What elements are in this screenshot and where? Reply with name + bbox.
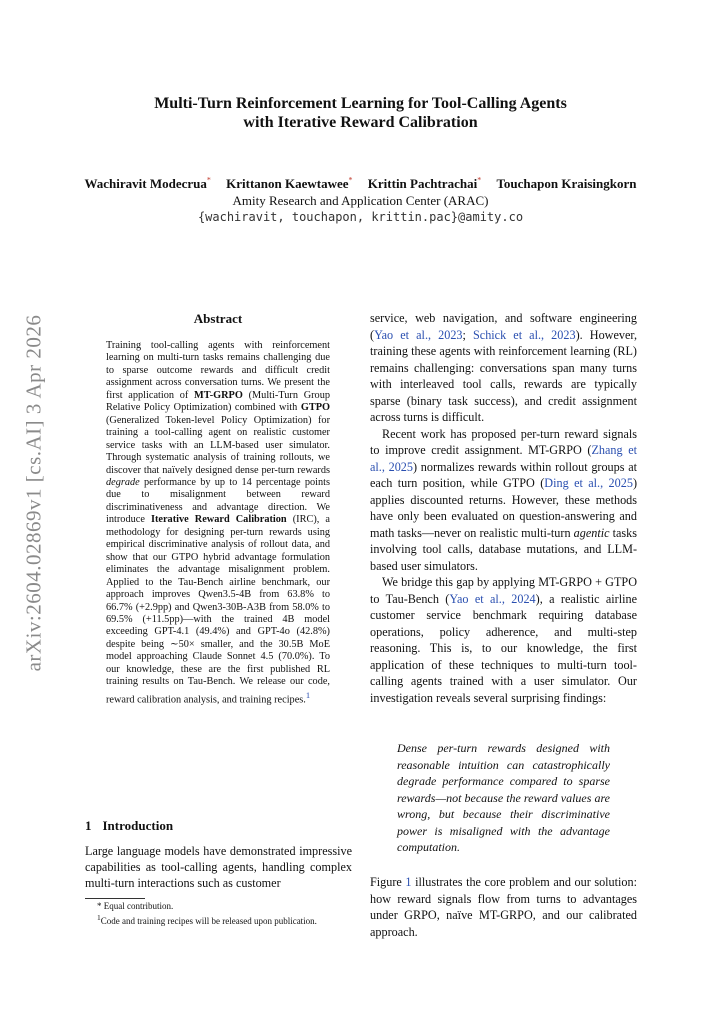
footnote-rule (85, 898, 145, 899)
citation-link[interactable]: Schick et al., 2023 (473, 327, 576, 342)
author: Krittanon Kaewtawee* (226, 176, 353, 192)
citation-link[interactable]: Ding et al., 2025 (544, 476, 633, 490)
paragraph: service, web navigation, and software engineering (Yao et al., 2023; Schick et al., 2023). However, training these agents with reinforcement learning (RL) remains challenging: conversations span many turns with interleaved tool calls, rewards are typically sparse (binary task success), and credit assignment across turns is difficult. (370, 311, 637, 424)
footnotes (85, 901, 352, 927)
intro-paragraph: Large language models have demonstrated impressive capabilities as tool-calling agents, handling complex multi-turn interactions such as customer (85, 844, 352, 890)
author: Touchapon Kraisingkorn (496, 176, 637, 192)
footnote-equal-contribution: * Equal contribution. (97, 901, 174, 911)
title-line-2: with Iterative Reward Calibration (243, 114, 478, 131)
citation-link[interactable]: Yao et al., 2024 (449, 591, 536, 606)
author-emails: {wachiravit, touchapon, krittin.pac}@amity.co (197, 210, 524, 224)
citation-link[interactable]: Yao et al., 2023 (374, 327, 463, 342)
abstract-body: Training tool-calling agents with reinforcement learning on multi-turn tasks remains challenging due to sparse outcome rewards and difficult credit assignment across conversation turns. We present the first application of MT-GRPO (Multi-Turn Group Relative Policy Optimization) combined with GTPO (Generalized Token-level Policy Optimization) for training a tool-calling agent on realistic customer service tasks with an LLM-based user simulator. Through systematic analysis of training rollouts, we discover that naïvely designed dense per-turn rewards degrade performance by up to 14 percentage points due to misalignment between reward discriminativeness and advantage direction. We introduce Iterative Reward Calibration (IRC), a methodology for designing per-turn rewards using empirical discriminative analysis of rollout data, and show that our GTPO hybrid advantage formulation eliminates the advantage misalignment problem. Applied to the Tau-Bench airline benchmark, our approach improves Qwen3.5-4B from 63.8% to 66.7% (+2.9pp) and Qwen3-30B-A3B from 58.0% to 69.5% (+11.5pp)—with the trained 4B model exceeding GPT-4.1 (49.4%) and GPT-4o (42.8%) despite being ∼50× smaller, and the 30.5B MoE model approaching Claude Sonnet 4.5 (70.0%). To our knowledge, these are the first published RL training results on Tau-Bench. We release our code, reward calibration analysis, and training recipes.$^1$ (106, 340, 331, 706)
author: Krittin Pachtrachai* (367, 176, 482, 192)
author: Wachiravit Modecrua* (84, 176, 211, 192)
paragraph: Figure 1 illustrates the core problem and our solution: how reward signals flow from turns to advantages under GRPO, naïve MT-GRPO, and our calibrated approach. (370, 875, 637, 939)
key-finding-quote: Dense per-turn rewards designed with reasonable intuition can catastrophically degrade performance compared to sparse rewards—not because the reward values are wrong, but because their discriminative power is misaligned with the advantage computation. (397, 741, 610, 854)
footnote-link[interactable]: 1 (305, 689, 311, 700)
footnote-code-release: $^1$Code and training recipes will be released upon publication. (97, 913, 317, 926)
section-heading-introduction: 1 Introduction (85, 818, 174, 833)
paragraph: Recent work has proposed per-turn reward signals to improve credit assignment. MT-GRPO (Zhang et al., 2025) normalizes rewards within rollout groups at each turn position, while GTPO (Ding et al., 2025) applies discounted returns. However, these methods have only been evaluated on question-answering and math tasks—never on realistic multi-turn agentic tasks involving tool calls, database mutations, and LLM-based user simulators. (370, 426, 638, 573)
affiliation: Amity Research and Application Center (ARAC) (232, 193, 489, 208)
right-column (370, 310, 637, 706)
figure-link[interactable]: 1 (405, 875, 412, 889)
title-line-1: Multi-Turn Reinforcement Learning for Tool-Calling Agents (154, 95, 567, 112)
author-list (0, 176, 721, 192)
abstract-heading: Abstract (193, 311, 243, 326)
paragraph: We bridge this gap by applying MT-GRPO + GTPO to Tau-Bench (Yao et al., 2024), a realistic airline customer service benchmark requiring database operations, policy adherence, and multi-step reasoning. This is, to our knowledge, the first application of these techniques to multi-turn tool-calling agents trained with a user simulator. Our investigation reveals several surprising findings: (370, 575, 638, 705)
arxiv-stamp-text: arXiv:2604.02869v1 [cs.AI] 3 Apr 2026 (21, 314, 46, 672)
paper-title (0, 94, 721, 132)
citation-link[interactable]: Zhang et al., 2025 (370, 443, 637, 474)
